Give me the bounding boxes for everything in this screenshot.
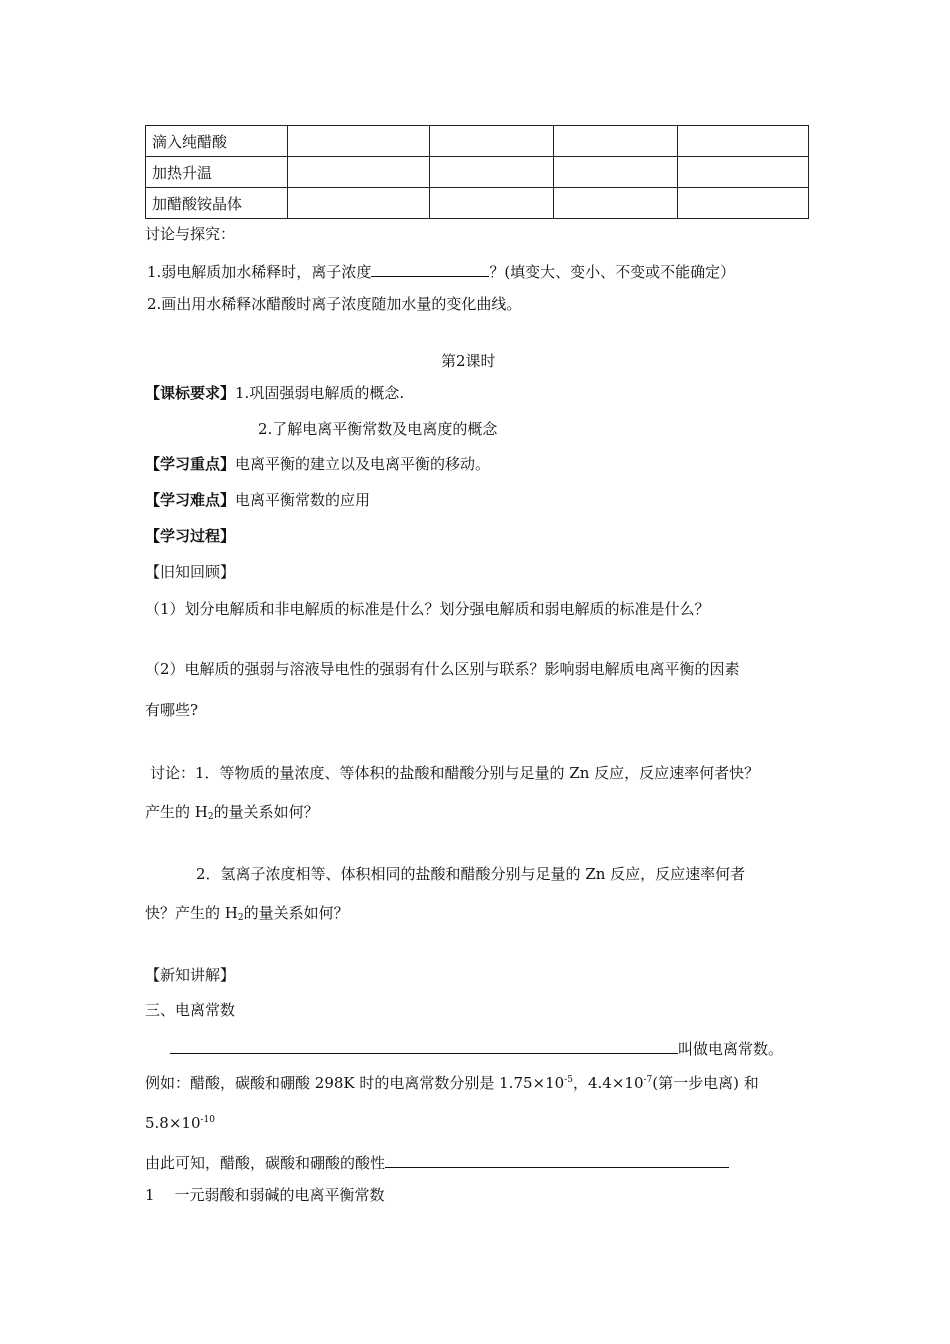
table-cell — [678, 157, 809, 188]
lesson-title: 第2课时 — [441, 352, 496, 370]
curriculum-requirements — [145, 386, 404, 401]
example-line-1 — [145, 1076, 759, 1091]
definition-line — [170, 1039, 783, 1057]
table-cell — [430, 157, 554, 188]
text-part: 产生的 H — [145, 803, 208, 821]
table-cell — [554, 126, 678, 157]
table-cell — [430, 126, 554, 157]
table-row — [146, 157, 809, 188]
section-label: 【课标要求】 — [145, 384, 236, 402]
question-1-text: 1.弱电解质加水稀释时，离子浓度 — [147, 263, 372, 281]
discussion-1-line-2 — [145, 805, 319, 820]
observation-table — [145, 125, 809, 219]
item-text: 一元弱酸和弱碱的电离平衡常数 — [174, 1186, 385, 1204]
discussion-2-line-1: 2．氢离子浓度相等、体积相同的盐酸和醋酸分别与足量的 Zn 反应，反应速率何者 — [196, 865, 746, 883]
requirement-2: 2.了解电离平衡常数及电离度的概念 — [258, 420, 498, 438]
text-part: 5.8×10 — [145, 1114, 201, 1132]
requirement-1: 1.巩固强弱电解质的概念. — [235, 384, 405, 402]
table-cell — [678, 188, 809, 219]
table-cell — [288, 157, 430, 188]
text-part: 由此可知，醋酸，碳酸和硼酸的酸性 — [145, 1154, 386, 1172]
learning-focus — [145, 457, 490, 472]
focus-text: 电离平衡的建立以及电离平衡的移动。 — [235, 455, 491, 473]
table-row — [146, 126, 809, 157]
learning-process-label: 【学习过程】 — [145, 527, 236, 545]
definition-blank — [170, 1039, 678, 1054]
subscript: 2 — [237, 913, 244, 923]
table-cell — [288, 126, 430, 157]
review-question-2-line-2: 有哪些? — [145, 701, 199, 719]
text-part: 的量关系如何？ — [243, 904, 349, 922]
table-row — [146, 188, 809, 219]
subscript: 2 — [207, 812, 214, 822]
table-cell — [430, 188, 554, 219]
superscript: -10 — [200, 1115, 216, 1125]
discussion-2-line-2 — [145, 906, 349, 921]
superscript: -5 — [564, 1075, 573, 1085]
text-part: 的量关系如何？ — [213, 803, 319, 821]
discussion-question-2: 2.画出用水稀释冰醋酸时离子浓度随加水量的变化曲线。 — [147, 295, 522, 313]
row-label: 加醋酸铵晶体 — [146, 188, 288, 219]
table-cell — [288, 188, 430, 219]
difficulty-text: 电离平衡常数的应用 — [235, 491, 371, 509]
section-label: 【学习难点】 — [145, 491, 236, 509]
question-1-hint: ？(填变大、变小、不变或不能确定） — [489, 263, 736, 281]
review-question-2-line-1: （2）电解质的强弱与溶液导电性的强弱有什么区别与联系？影响弱电解质电离平衡的因素 — [145, 660, 740, 678]
text-part: (第一步电离) 和 — [652, 1074, 759, 1092]
discussion-question-1 — [147, 262, 735, 280]
definition-text: 叫做电离常数。 — [678, 1040, 784, 1058]
new-knowledge-label: 【新知讲解】 — [145, 966, 236, 984]
table-cell — [678, 126, 809, 157]
answer-blank — [371, 262, 489, 277]
item-number: 1 — [145, 1186, 155, 1204]
text-part: ，4.4×10 — [572, 1074, 644, 1092]
superscript: -7 — [643, 1075, 653, 1085]
row-label: 滴入纯醋酸 — [146, 126, 288, 157]
text-part: 例如：醋酸，碳酸和硼酸 298K 时的电离常数分别是 1.75×10 — [145, 1074, 565, 1092]
learning-difficulty — [145, 493, 370, 508]
row-label: 加热升温 — [146, 157, 288, 188]
section-label: 【学习重点】 — [145, 455, 236, 473]
discussion-1-line-1: 讨论：1．等物质的量浓度、等体积的盐酸和醋酸分别与足量的 Zn 反应，反应速率何者快？ — [150, 764, 760, 782]
text-part: 快？产生的 H — [145, 904, 238, 922]
example-line-2 — [145, 1116, 215, 1131]
subsection-item-1 — [145, 1188, 385, 1203]
acidity-blank — [385, 1153, 729, 1168]
acidity-line — [145, 1153, 729, 1171]
review-question-1: （1）划分电解质和非电解质的标准是什么？划分强电解质和弱电解质的标准是什么？ — [145, 600, 710, 618]
discussion-heading: 讨论与探究： — [145, 225, 236, 243]
table-cell — [554, 188, 678, 219]
review-label: 【旧知回顾】 — [145, 563, 236, 581]
table-cell — [554, 157, 678, 188]
section-heading: 三、电离常数 — [145, 1001, 236, 1019]
